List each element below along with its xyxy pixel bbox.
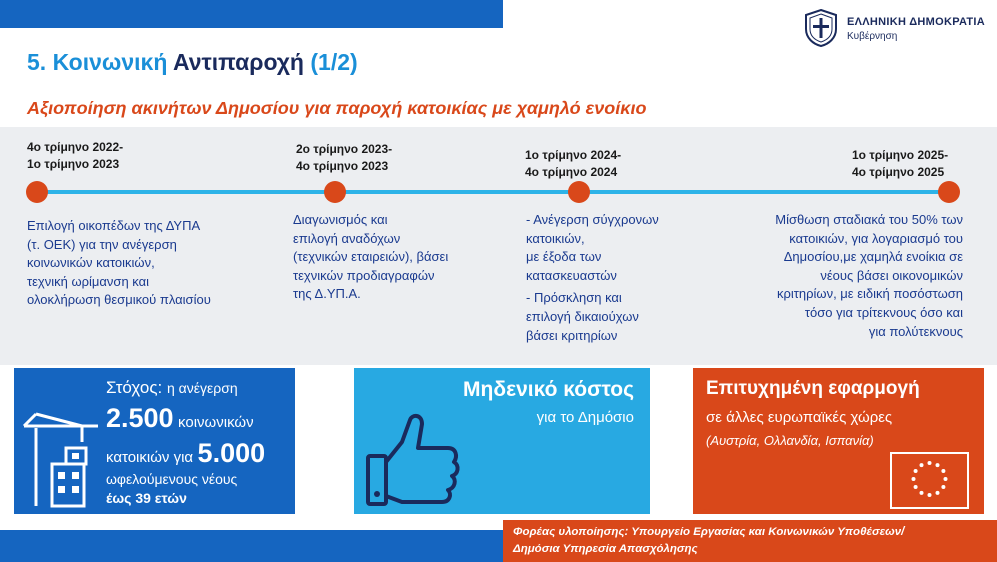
- government-logo: [803, 9, 993, 49]
- success-box: [693, 368, 984, 514]
- success-note: (Αυστρία, Ολλανδία, Ισπανία): [706, 433, 874, 448]
- success-title: Επιτυχημένη εφαρμογή: [706, 378, 920, 399]
- gov-subtitle: Κυβέρνηση: [847, 31, 898, 42]
- timeline-dot-1: [26, 181, 48, 203]
- target-label: Στόχος:: [106, 378, 163, 397]
- bottom-accent-bar: [0, 530, 503, 562]
- timeline-dot-2: [324, 181, 346, 203]
- timeline-description-4: Μίσθωση σταδιακά του 50% των κατοικιών, για λογαριασμό του Δημοσίου,με χαμηλά ενοίκια σε νέους βάσει οικονομικών κριτηρίων, με ειδική ποσόστωση τόσο για τρίτεκνους όσο και για πολύτεκνους: [775, 212, 963, 339]
- success-subtitle: σε άλλες ευρωπαϊκές χώρες: [706, 409, 893, 426]
- timeline-dot-4: [938, 181, 960, 203]
- target-number-2: 5.000: [197, 438, 266, 468]
- zero-cost-subtitle: για το Δημόσιο: [536, 409, 634, 426]
- footer-line-2: Δημόσια Υπηρεσία Απασχόλησης: [513, 543, 698, 555]
- target-text-3: κατοικιών για: [106, 449, 194, 466]
- timeline-description-1: Επιλογή οικοπέδων της ΔΥΠΑ (τ. ΟΕΚ) για την ανέγερση κοινωνικών κατοικιών, τεχνική ωρίμανση και ολοκλήρωση θεσμικού πλαισίου: [27, 218, 211, 308]
- target-text-4: ωφελούμενους νέους: [106, 471, 238, 487]
- top-accent-bar: [0, 0, 503, 28]
- timeline-dot-3: [568, 181, 590, 203]
- title-word-1: Κοινωνική: [52, 49, 168, 75]
- target-text-5: έως 39 ετών: [106, 490, 187, 506]
- title-part: (1/2): [310, 49, 358, 75]
- timeline-period-4: 1ο τρίμηνο 2025- 4ο τρίμηνο 2025: [852, 148, 949, 179]
- timeline-description-3: - Ανέγερση σύγχρονων κατοικιών, με έξοδα των κατασκευαστών - Πρόσκληση και επιλογή δικαιούχων βάσει κριτηρίων: [526, 212, 659, 343]
- greek-emblem-icon: [803, 9, 839, 47]
- zero-cost-box: [354, 368, 650, 514]
- title-word-2: Αντιπαροχή: [172, 49, 304, 75]
- eu-flag-icon: [890, 452, 969, 509]
- timeline-period-1: 4ο τρίμηνο 2022- 1ο τρίμηνο 2023: [27, 140, 124, 171]
- target-number-line-2: [106, 438, 265, 469]
- thumbs-up-icon: [362, 412, 462, 508]
- target-number-1: 2.500: [106, 403, 174, 433]
- page-subtitle: Αξιοποίηση ακινήτων Δημοσίου για παροχή κατοικίας με χαμηλό ενοίκιο: [27, 98, 647, 118]
- target-text-2: κοινωνικών: [178, 414, 254, 431]
- footer-implementing-body: [503, 520, 997, 562]
- timeline-period-2: 2ο τρίμηνο 2023- 4ο τρίμηνο 2023: [296, 142, 393, 173]
- page-title: [27, 49, 358, 76]
- timeline-period-3: 1ο τρίμηνο 2024- 4ο τρίμηνο 2024: [525, 148, 622, 179]
- crane-building-icon: [22, 408, 100, 508]
- timeline-line: [37, 190, 950, 194]
- zero-cost-title: Μηδενικό κόστος: [463, 378, 634, 401]
- target-box: [14, 368, 295, 514]
- gov-name: ΕΛΛΗΝΙΚΗ ΔΗΜΟΚΡΑΤΙΑ: [847, 16, 985, 28]
- footer-line-1: Φορέας υλοποίησης: Υπουργείο Εργασίας και Κοινωνικών Υποθέσεων/: [513, 526, 905, 538]
- target-text-1: η ανέγερση: [166, 380, 238, 396]
- target-label-line: [106, 378, 238, 398]
- target-number-line-1: [106, 403, 254, 434]
- timeline-description-2: Διαγωνισμός και επιλογή αναδόχων (τεχνικών εταιρειών), βάσει τεχνικών προδιαγραφών της Δ.ΥΠ.Α.: [293, 212, 449, 302]
- title-number: 5.: [27, 49, 47, 75]
